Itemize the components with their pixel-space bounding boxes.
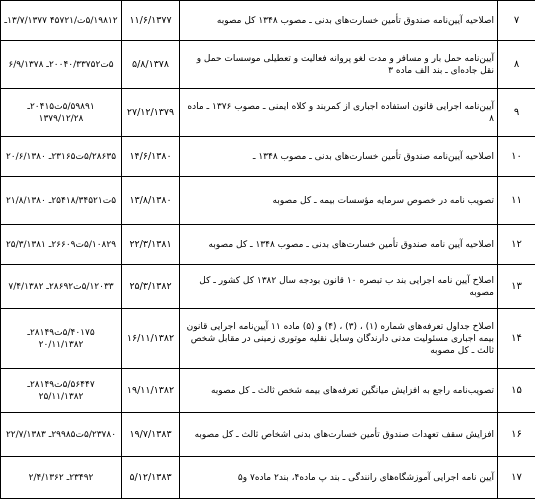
row-approval-date: ۱۱/۶/۱۳۷۷ <box>122 1 180 41</box>
table-row <box>1 177 535 225</box>
row-reference: ۲۳۴۹۲ـ ۲/۴/۱۳۶۲ <box>1 457 122 499</box>
row-number: ۱۷ <box>498 457 535 499</box>
row-approval-date: ۲۷/۱۲/۱۳۷۹ <box>122 89 180 137</box>
row-title: اصلاح جداول تعرفه‌های شماره (۱) ، (۳) ، (۴) و (۵) ماده ۱۱ آیین‌نامه اجرایی قانون بیمه اجباری مسئولیت مدنی دارندگان وسایل نقلیه موتوری زمینی در مقابل شخص ثالث ـ کل مصوبه <box>180 309 498 369</box>
table-row <box>1 309 535 369</box>
row-number: ۱۲ <box>498 225 535 265</box>
table-row <box>1 369 535 413</box>
row-reference: ۵/۴۰۱۷۵ت۲۸۱۴۹ـ ۲۰/۱۱/۱۳۸۲ <box>1 309 122 369</box>
row-number: ۹ <box>498 89 535 137</box>
row-number: ۱۳ <box>498 265 535 309</box>
row-title: تصویب‌نامه راجع به افزایش میانگین تعرفه‌های بیمه شخص ثالث ـ کل مصوبه <box>180 369 498 413</box>
table-row <box>1 265 535 309</box>
row-reference: ۵ت۲۵۴۱۸/۳۴۵۲۱ـ ۲۱/۸/۱۳۸۰ <box>1 177 122 225</box>
table-row <box>1 137 535 177</box>
row-approval-date: ۱۹/۷/۱۳۸۳ <box>122 413 180 457</box>
row-approval-date: ۲۵/۳/۱۳۸۲ <box>122 265 180 309</box>
row-approval-date: ۵/۸/۱۳۷۸ <box>122 41 180 89</box>
row-reference: ۵ت۲۰۰۴۰/۳۳۷۵۲ـ ۶/۹/۱۳۷۸ <box>1 41 122 89</box>
row-title: تصویب نامه در خصوص سرمایه مؤسسات بیمه ـ کل مصوبه <box>180 177 498 225</box>
row-approval-date: ۲۲/۳/۱۳۸۱ <box>122 225 180 265</box>
row-reference: ۵/۲۳۷۸۰ت۲۹۹۸۵ـ ۲۲/۷/۱۳۸۳ <box>1 413 122 457</box>
table-row <box>1 89 535 137</box>
row-reference: ۵/۲۸۶۳۵ت۲۳۱۶۵ـ ۲۰/۶/۱۳۸۰ <box>1 137 122 177</box>
row-number: ۱۰ <box>498 137 535 177</box>
table-row <box>1 1 535 41</box>
row-title: اصلاح آیین نامه اجرایی بند ب تبصره ۱۰ قانون بودجه سال ۱۳۸۲ کل کشور ـ کل مصوبه <box>180 265 498 309</box>
row-title: اصلاحیه آیین‌نامه صندوق تأمین خسارت‌های بدنی ـ مصوب ۱۳۴۸ ـ <box>180 137 498 177</box>
table-row <box>1 41 535 89</box>
row-title: اصلاحیه آیین نامه صندوق تأمین خسارت‌های بدنی ـ مصوب ۱۳۴۸ ـ کل مصوبه <box>180 225 498 265</box>
table-row <box>1 413 535 457</box>
row-title: اصلاحیه آیین‌نامه صندوق تأمین خسارت‌های بدنی ـ مصوب ۱۳۴۸ کل مصوبه <box>180 1 498 41</box>
row-reference: ۵/۱۲۰۳۳ت۲۸۶۹۲ـ ۷/۴/۱۳۸۲ <box>1 265 122 309</box>
row-approval-date: ۱۹/۱۱/۱۳۸۲ <box>122 369 180 413</box>
table-row <box>1 457 535 499</box>
row-title: آیین نامه اجرایی آموزشگاه‌های رانندگی ـ بند پ ماده۴، بند۲ ماده۷ و۵ <box>180 457 498 499</box>
row-reference: ۵/۵۶۴۴۷ت۲۸۱۴۹ـ ۲۵/۱۱/۱۳۸۲ <box>1 369 122 413</box>
row-number: ۸ <box>498 41 535 89</box>
row-number: ۷ <box>498 1 535 41</box>
row-number: ۱۱ <box>498 177 535 225</box>
row-reference: ۵/۱۹۸۱۲ت/۴۵۷۲۱ ۱۳/۷/۱۳۷۷ـ <box>1 1 122 41</box>
row-number: ۱۴ <box>498 309 535 369</box>
row-number: ۱۶ <box>498 413 535 457</box>
row-approval-date: ۱۶/۱۱/۱۳۸۲ <box>122 309 180 369</box>
row-approval-date: ۱۴/۶/۱۳۸۰ <box>122 137 180 177</box>
table-row <box>1 225 535 265</box>
row-approval-date: ۵/۱۲/۱۳۸۳ <box>122 457 180 499</box>
row-reference: ۵/۱۰۸۲۹ت۲۶۶۰۹ـ ۲۵/۳/۱۳۸۱ <box>1 225 122 265</box>
row-title: افزایش سقف تعهدات صندوق تأمین خسارت‌های بدنی اشخاص ثالث ـ کل مصوبه <box>180 413 498 457</box>
row-title: آیین‌نامه اجرایی قانون استفاده اجباری از کمربند و کلاه ایمنی ـ مصوب ۱۳۷۶ ـ ماده ۸ <box>180 89 498 137</box>
row-title: آیین‌نامه حمل بار و مسافر و مدت لغو پروانه فعالیت و تعطیلی موسسات حمل و نقل جاده‌ای ـ بند الف ماده ۳ <box>180 41 498 89</box>
regulations-table-body <box>1 1 535 499</box>
row-number: ۱۵ <box>498 369 535 413</box>
row-approval-date: ۱۳/۸/۱۳۸۰ <box>122 177 180 225</box>
row-reference: ۵/۵۹۸۹۱ت۲۰۴۱۵ـ ۱۳۷۹/۱۲/۲۸ <box>1 89 122 137</box>
